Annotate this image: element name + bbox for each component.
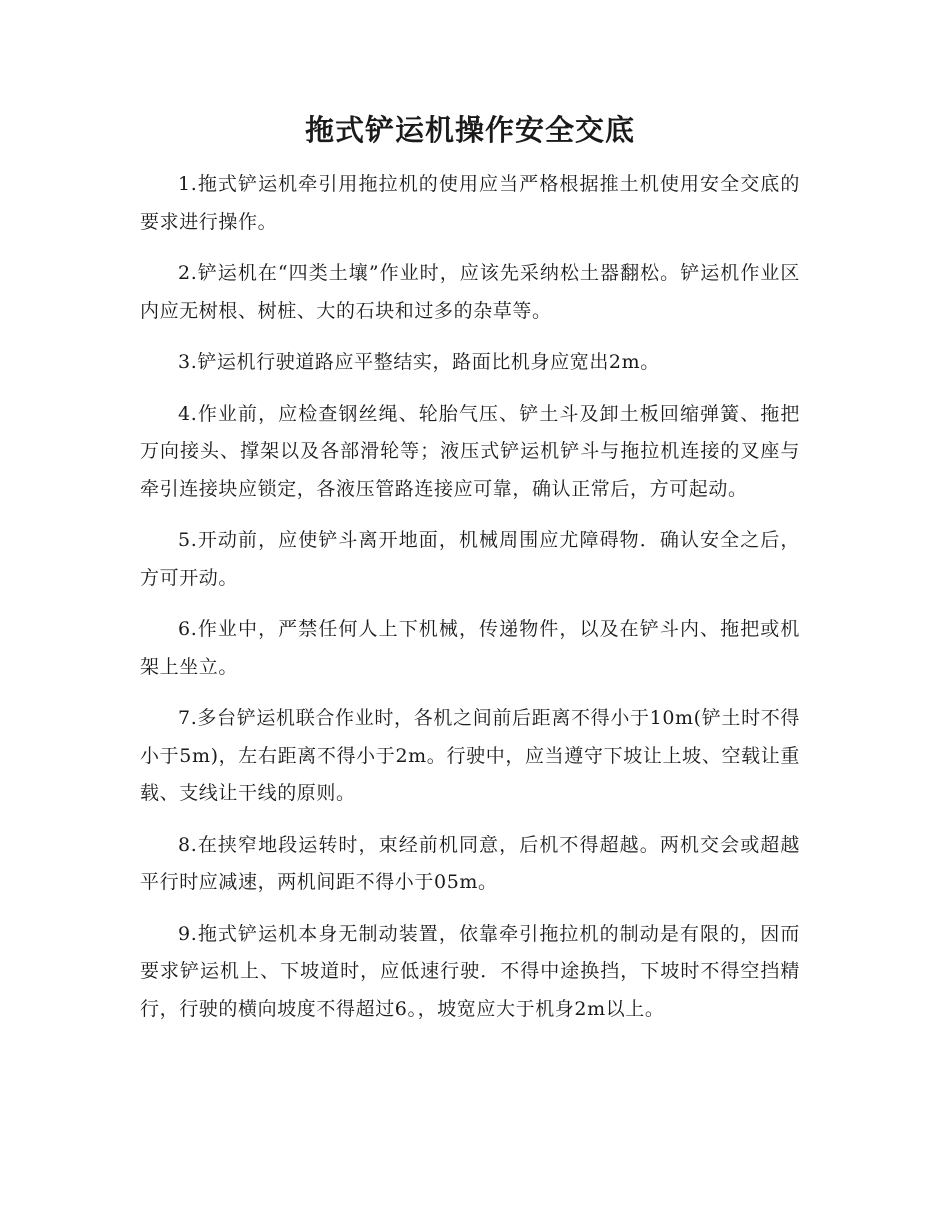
paragraph-6: 6.作业中，严禁任何人上下机械，传递物件，以及在铲斗内、拖把或机架上坐立。: [140, 618, 800, 678]
paragraph-3: 3.铲运机行驶道路应平整结实，路面比机身应宽出2m。: [178, 351, 660, 373]
paragraph-4: 4.作业前，应检查钢丝绳、轮胎气压、铲土斗及卸土板回缩弹簧、拖把万向接头、撑架以及各部滑轮等；液压式铲运机铲斗与拖拉机连接的叉座与牵引连接块应锁定，各液压管路连接应可靠，确认正常后，方可起动。: [140, 402, 800, 500]
paragraph-9: 9.拖式铲运机本身无制动装置，依靠牵引拖拉机的制动是有限的，因而要求铲运机上、下坡道时，应低速行驶．不得中途换挡，下坡时不得空挡精行，行驶的横向坡度不得超过6。，坡宽应大于机身2m以上。: [140, 922, 800, 1020]
paragraph-2: 2.铲运机在“四类土壤”作业时，应该先采纳松土器翻松。铲运机作业区内应无树根、树桩、大的石块和过多的杂草等。: [140, 262, 800, 322]
document-title: 拖式铲运机操作安全交底: [304, 113, 635, 147]
paragraph-7: 7.多台铲运机联合作业时，各机之间前后距离不得小于10m(铲土时不得小于5m)，左右距离不得小于2m。行驶中，应当遵守下坡让上坡、空载让重载、支线让干线的原则。: [140, 707, 800, 804]
document-page: [140, 110, 800, 1042]
paragraph-5: 5.开动前，应使铲斗离开地面，机械周围应尤障碍物．确认安全之后，方可开动。: [140, 529, 800, 589]
paragraph-1: 1.拖式铲运机牵引用拖拉机的使用应当严格根据推土机使用安全交底的要求进行操作。: [140, 173, 800, 233]
paragraph-8: 8.在挟窄地段运转时，束经前机同意，后机不得超越。两机交会或超越平行时应减速，两机间距不得小于05m。: [140, 833, 800, 893]
